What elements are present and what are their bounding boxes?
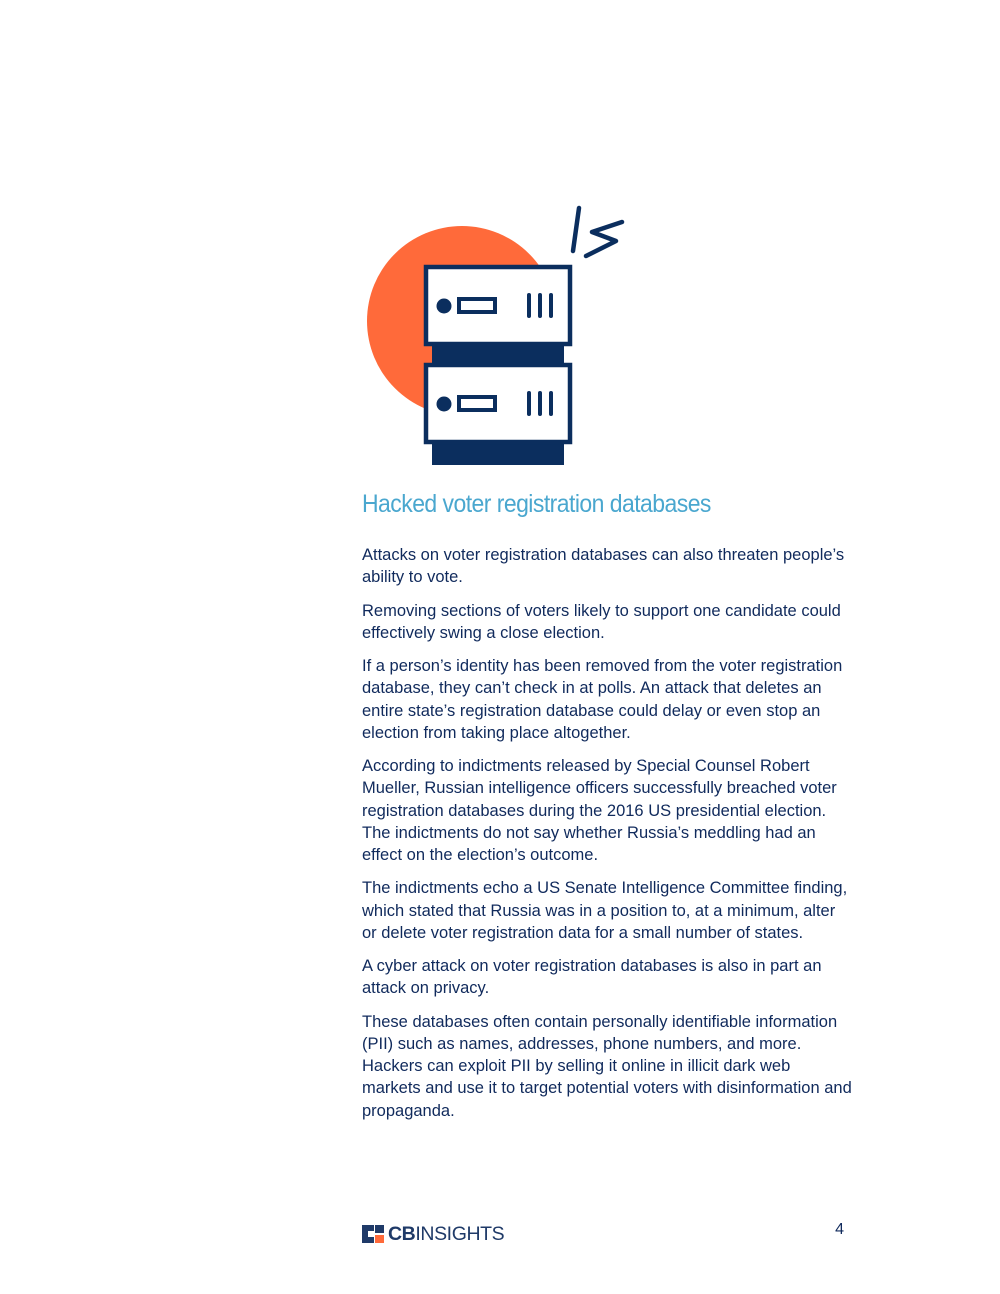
server-bottom-icon: [426, 365, 570, 465]
body-text: [362, 544, 852, 1133]
logo-insights-text: INSIGHTS: [415, 1223, 505, 1245]
logo-cb-text: CB: [388, 1223, 416, 1245]
page-number: 4: [835, 1221, 844, 1238]
cb-insights-logo-icon: [362, 1225, 384, 1243]
section-title: Hacked voter registration databases: [362, 490, 711, 518]
paragraph: A cyber attack on voter registration databases is also in part an attack on privacy.: [362, 957, 822, 998]
paragraph: According to indictments released by Special Counsel Robert Mueller, Russian intelligence officers successfully breached voter registration databases during the 2016 US presidential election. The indictments do not say whether Russia’s meddling had an effect on the election’s outcome.: [362, 757, 837, 864]
paragraph: Attacks on voter registration databases can also threaten people’s ability to vote.: [362, 546, 845, 587]
server-top-icon: [426, 267, 570, 366]
paragraph: Removing sections of voters likely to support one candidate could effectively swing a close election.: [362, 601, 841, 642]
cb-insights-logo: [362, 1223, 504, 1245]
paragraph: These databases often contain personally identifiable information (PII) such as names, addresses, phone numbers, and more. Hackers can exploit PII by selling it online in illicit dark web markets and use it to target potential voters with disinformation and propaganda.: [362, 1012, 852, 1120]
paragraph: The indictments echo a US Senate Intelligence Committee finding, which stated that Russia was in a position to, at a minimum, alter or delete voter registration data for a small number of states.: [362, 879, 848, 942]
alert-spark-icon: [573, 208, 622, 256]
logo-wordmark: [388, 1223, 504, 1245]
server-stack-illustration: [360, 200, 630, 470]
paragraph: If a person’s identity has been removed from the voter registration database, they can’t check in at polls. An attack that deletes an entire state’s registration database could delay or even stop an election from taking place altogether.: [362, 657, 843, 742]
